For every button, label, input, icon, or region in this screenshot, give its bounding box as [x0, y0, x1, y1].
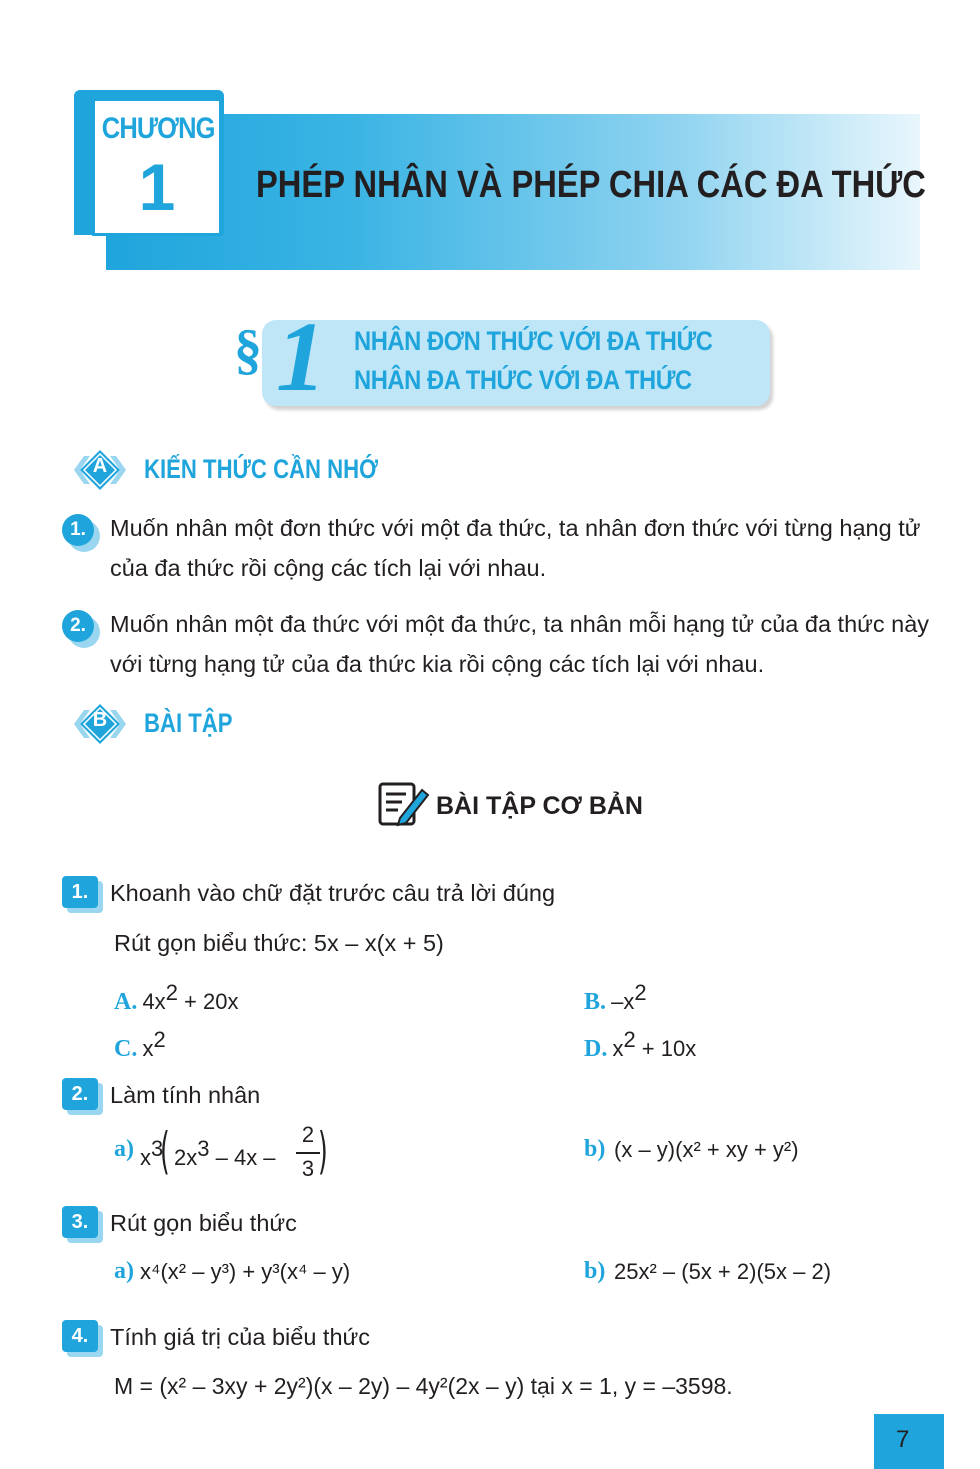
exercise-2-number: 2. [62, 1078, 98, 1110]
pencil-note-icon [376, 780, 430, 828]
exercise-2a-inner-term1: 2x [174, 1145, 198, 1170]
option-d-rest: + 10x [635, 1036, 697, 1061]
option-c-label: C. [114, 1036, 138, 1062]
exercise-2a-inner-term1-exp: 3 [197, 1136, 210, 1161]
option-d-label: D. [584, 1036, 608, 1062]
exercise-3-number: 3. [62, 1206, 98, 1238]
section-symbol: § [234, 319, 262, 381]
exercise-1-task: Rút gọn biểu thức: 5x – x(x + 5) [114, 930, 444, 956]
exercise-4-number: 4. [62, 1320, 98, 1352]
exercise-2a-inner-rest: – 4x – [209, 1145, 276, 1170]
part-b-letter: B [92, 709, 108, 731]
option-b-exp: 2 [634, 980, 647, 1005]
exercise-2b-label: b) [584, 1136, 606, 1162]
exercise-3-prompt: Rút gọn biểu thức [110, 1210, 297, 1236]
exercise-3b-label: b) [584, 1258, 606, 1284]
exercise-1-number: 1. [62, 876, 98, 908]
option-c-exp: 2 [153, 1027, 166, 1052]
exercise-3a-label: a) [114, 1258, 134, 1284]
chapter-title: PHÉP NHÂN VÀ PHÉP CHIA CÁC ĐA THỨC [256, 164, 926, 206]
exercise-2a-fraction-denominator: 3 [301, 1156, 315, 1181]
exercise-3b-expression: 25x² – (5x + 2)(5x – 2) [614, 1259, 832, 1284]
exercise-2a-inner [174, 1136, 276, 1171]
part-a-title: KIẾN THỨC CẦN NHỚ [144, 454, 379, 484]
exercise-1-prompt: Khoanh vào chữ đặt trước câu trả lời đúng [110, 880, 556, 906]
part-b-title: BÀI TẬP [144, 708, 233, 738]
chapter-word: CHƯƠNG [101, 112, 215, 145]
section-title-line-1: NHÂN ĐƠN THỨC VỚI ĐA THỨC [354, 326, 713, 356]
option-d-exp: 2 [623, 1027, 636, 1052]
knowledge-item-1-text: Muốn nhân một đơn thức với một đa thức, ta nhân đơn thức với từng hạng tử của đa thức rồi cộng các tích lại với nhau. [110, 515, 921, 581]
exercise-1-option-b [584, 980, 647, 1016]
exercise-1-option-a [114, 980, 238, 1016]
section-title-line-2: NHÂN ĐA THỨC VỚI ĐA THỨC [354, 365, 692, 395]
page-number: 7 [896, 1426, 910, 1453]
exercise-2a-prefix: x [140, 1145, 151, 1170]
exercise-3a-expression: x⁴(x² – y³) + y³(x⁴ – y) [140, 1259, 351, 1284]
exercise-1-option-c [114, 1027, 166, 1063]
exercise-1-option-d [584, 1027, 696, 1063]
exercise-2-prompt: Làm tính nhân [110, 1082, 261, 1108]
option-a-rest: + 20x [177, 989, 239, 1014]
option-b-base: –x [611, 989, 635, 1014]
option-d-base: x [612, 1036, 624, 1061]
section-number: 1 [276, 301, 326, 412]
option-c-base: x [142, 1036, 154, 1061]
option-a-exp: 2 [165, 980, 178, 1005]
exercise-2a-label: a) [114, 1136, 134, 1162]
exercise-2a-close-paren: ) [318, 1122, 328, 1180]
exercise-2a-prefix-exp: 3 [151, 1136, 164, 1161]
exercise-2a-fraction-numerator: 2 [301, 1122, 315, 1147]
knowledge-item-2-number: 2. [62, 610, 94, 642]
part-a-letter: A [92, 455, 108, 477]
exercise-4-expression: M = (x² – 3xy + 2y²)(x – 2y) – 4y²(2x – y) tại x = 1, y = –3598. [114, 1373, 733, 1399]
exercise-2a-open-paren: ( [160, 1122, 170, 1180]
practice-title: BÀI TẬP CƠ BẢN [436, 792, 643, 820]
option-a-label: A. [114, 989, 138, 1015]
option-b-label: B. [584, 989, 607, 1015]
exercise-4-prompt: Tính giá trị của biểu thức [110, 1324, 371, 1350]
option-a-base: 4x [142, 989, 166, 1014]
knowledge-item-1-number: 1. [62, 514, 94, 546]
chapter-number: 1 [138, 150, 176, 224]
exercise-2a-fraction-bar [296, 1152, 320, 1154]
exercise-2b-expression: (x – y)(x² + xy + y²) [614, 1137, 799, 1162]
knowledge-item-2-text: Muốn nhân một đa thức với một đa thức, ta nhân mỗi hạng tử của đa thức này với từng hạng tử của đa thức kia rồi cộng các tích lại với nhau. [110, 611, 930, 677]
